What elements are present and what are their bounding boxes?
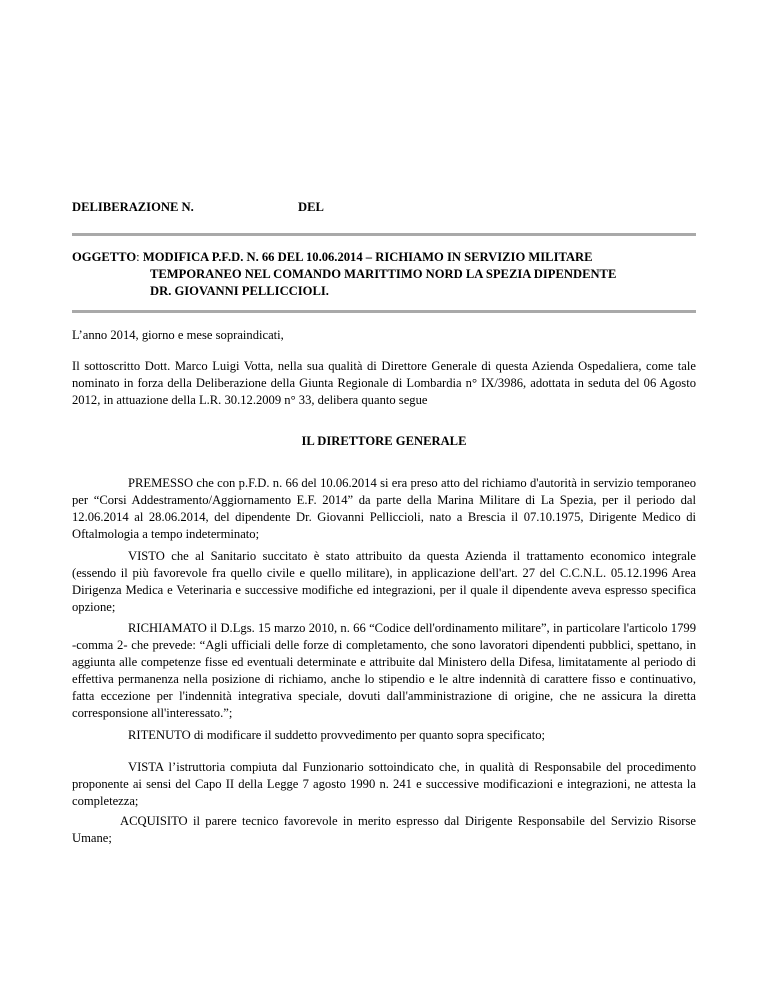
oggetto-line-1 [72, 249, 593, 266]
divider-top [72, 233, 696, 236]
acquisito-paragraph: ACQUISITO il parere tecnico favorevole in merito espresso dal Dirigente Responsabile del Servizio Risorse Umane; [72, 814, 696, 845]
del-label: DEL [298, 200, 324, 214]
oggetto-text-1: MODIFICA P.F.D. N. 66 DEL 10.06.2014 – RICHIAMO IN SERVIZIO MILITARE [142, 250, 593, 264]
oggetto-text-2: TEMPORANEO NEL COMANDO MARITTIMO NORD LA SPEZIA DIPENDENTE [150, 267, 617, 281]
anno-line: L’anno 2014, giorno e mese sopraindicati, [72, 328, 284, 342]
oggetto-text-3: DR. GIOVANNI PELLICCIOLI. [150, 284, 329, 298]
sottoscritto-paragraph: Il sottoscritto Dott. Marco Luigi Votta, nella sua qualità di Direttore Generale di questa Azienda Ospedaliera, come tale nominato in forza della Deliberazione della Giunta Regionale di Lombardia n° IX/3986, adottata in seduta del 06 Agosto 2012, in attuazione della L.R. 30.12.2009 n° 33, delibera quanto segue [72, 359, 696, 407]
oggetto-colon: : [136, 250, 140, 264]
richiamato-paragraph: RICHIAMATO il D.Lgs. 15 marzo 2010, n. 66 “Codice dell'ordinamento militare”, in particolare l'articolo 1799 -comma 2- che prevede: “Agli ufficiali delle forze di completamento, che sono lavoratori dipendenti pubblici, spettano, in aggiunta alle competenze fisse ed eventuali determinate e attribuite dal Ministero della Difesa, limitatamente al periodo di effettiva permanenza nella posizione di richiamo, anche lo stipendio e le altre indennità di carattere fisso e continuativo, fatta eccezione per l'indennità integrativa speciale, dovuti dall'amministrazione di origine, che ne assicura la diretta corresponsione all'interessato.”; [72, 621, 696, 720]
deliberazione-label: DELIBERAZIONE N. [72, 200, 194, 214]
vista-paragraph: VISTA l’istruttoria compiuta dal Funzionario sottoindicato che, in qualità di Responsabile del procedimento proponente ai sensi del Capo II della Legge 7 agosto 1990 n. 241 e successive modificazioni e integrazioni, ne attesta la completezza; [72, 760, 696, 808]
premesso-paragraph: PREMESSO che con p.F.D. n. 66 del 10.06.2014 si era preso atto del richiamo d'autorità in servizio temporaneo per “Corsi Addestramento/Aggiornamento E.F. 2014” da parte della Marina Militare di La Spezia, per il periodo dal 12.06.2014 al 28.06.2014, del dipendente Dr. Giovanni Pelliccioli, nato a Brescia il 07.10.1975, Dirigente Medico di Oftalmologia a tempo indeterminato; [72, 476, 696, 541]
oggetto-label: OGGETTO [72, 250, 137, 264]
visto-paragraph: VISTO che al Sanitario succitato è stato attribuito da questa Azienda il trattamento economico integrale (essendo il più favorevole fra quello civile e quello militare), in applicazione dell'art. 27 del C.C.N.L. 05.12.1996 Area Dirigenza Medica e Veterinaria e successive modifiche ed integrazioni, per il quale il dipendente aveva espresso specifica opzione; [72, 549, 696, 614]
ritenuto-paragraph: RITENUTO di modificare il suddetto provvedimento per quanto sopra specificato; [128, 728, 546, 742]
divider-bottom [72, 310, 696, 313]
document-heading: IL DIRETTORE GENERALE [301, 434, 467, 448]
